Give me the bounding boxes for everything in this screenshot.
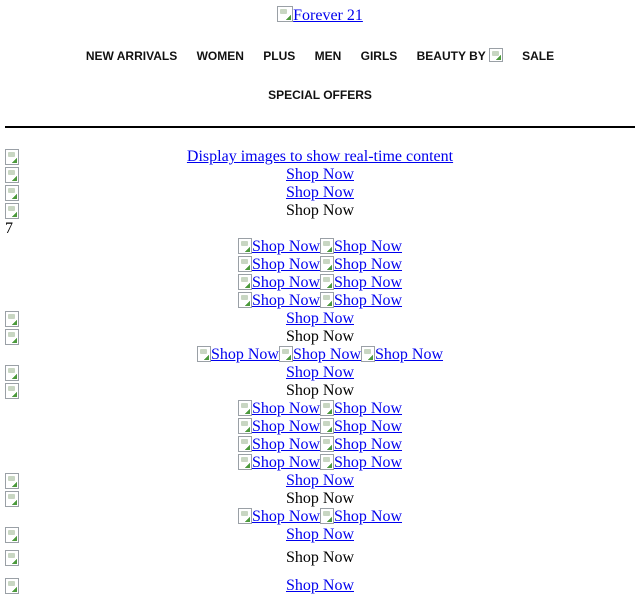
nav-item-women[interactable]: WOMEN — [196, 49, 244, 63]
promo-row — [5, 544, 635, 572]
shop-now-image-link[interactable] — [320, 292, 402, 309]
shop-now-image-link[interactable] — [238, 454, 320, 471]
broken-image-icon — [320, 238, 334, 254]
secondary-nav — [0, 88, 640, 102]
product-grid-row — [5, 418, 635, 436]
broken-image-icon — [238, 418, 252, 434]
broken-image-icon — [5, 550, 19, 566]
shop-now-alt: Shop Now — [334, 436, 403, 453]
shop-now-image-link[interactable] — [320, 274, 402, 291]
nav-item-plus[interactable]: PLUS — [263, 49, 296, 63]
shop-now-image-link[interactable] — [320, 418, 402, 435]
main-nav — [0, 48, 640, 63]
broken-image-icon — [320, 436, 334, 452]
broken-image-icon — [238, 454, 252, 470]
broken-image-icon — [5, 149, 19, 165]
broken-image-icon — [320, 274, 334, 290]
shop-now-alt: Shop Now — [334, 508, 403, 525]
shop-now-link[interactable]: Shop Now — [285, 472, 354, 489]
broken-image-icon — [279, 346, 293, 362]
shop-now-image-link[interactable] — [238, 274, 320, 291]
shop-now-alt: Shop Now — [251, 292, 320, 309]
shop-now-link[interactable]: Shop Now — [285, 577, 354, 594]
nav-item-men[interactable]: MEN — [314, 49, 342, 63]
broken-image-icon — [320, 292, 334, 308]
product-grid-row — [5, 508, 635, 526]
logo-alt-text: Forever 21 — [293, 7, 363, 24]
broken-image-icon — [197, 346, 211, 362]
shop-now-alt: Shop Now — [251, 454, 320, 471]
broken-image-icon — [238, 238, 252, 254]
shop-now-text: Shop Now — [285, 382, 354, 399]
broken-image-icon — [5, 311, 19, 327]
promo-row — [5, 184, 635, 202]
shop-now-image-link[interactable] — [320, 400, 402, 417]
shop-now-image-link[interactable] — [320, 436, 402, 453]
shop-now-alt: Shop Now — [334, 418, 403, 435]
broken-image-icon — [320, 418, 334, 434]
shop-now-link[interactable]: Shop Now — [285, 364, 354, 381]
promo-row — [5, 572, 635, 600]
promo-row — [5, 472, 635, 490]
broken-image-icon — [238, 436, 252, 452]
logo[interactable] — [0, 0, 640, 28]
promo-row — [5, 364, 635, 382]
email-content — [5, 148, 635, 600]
shop-now-alt: Shop Now — [292, 346, 361, 363]
broken-image-icon — [238, 256, 252, 272]
shop-now-text: Shop Now — [285, 328, 354, 345]
shop-now-image-link[interactable] — [238, 400, 320, 417]
shop-now-image-link[interactable] — [238, 436, 320, 453]
shop-now-text: Shop Now — [285, 549, 354, 566]
shop-now-alt: Shop Now — [334, 454, 403, 471]
broken-image-icon — [489, 48, 503, 62]
shop-now-image-link[interactable] — [238, 418, 320, 435]
nav-item-special-offers[interactable]: SPECIAL OFFERS — [268, 88, 372, 102]
broken-image-icon — [5, 203, 19, 219]
product-grid-row — [5, 274, 635, 292]
broken-image-icon — [5, 365, 19, 381]
nav-item-beauty-label: BEAUTY BY — [416, 49, 486, 63]
shop-now-text: Shop Now — [285, 202, 354, 219]
logo-link[interactable] — [277, 7, 363, 24]
shop-now-alt: Shop Now — [251, 256, 320, 273]
broken-image-icon — [238, 292, 252, 308]
shop-now-alt: Shop Now — [251, 238, 320, 255]
product-grid-row — [5, 454, 635, 472]
product-grid-row — [5, 400, 635, 418]
banner-row — [5, 148, 635, 166]
broken-image-icon — [5, 167, 19, 183]
shop-now-alt: Shop Now — [334, 292, 403, 309]
shop-now-image-link[interactable] — [238, 292, 320, 309]
shop-now-alt: Shop Now — [210, 346, 279, 363]
broken-image-icon — [5, 473, 19, 489]
shop-now-alt: Shop Now — [334, 400, 403, 417]
broken-image-icon — [320, 508, 334, 524]
count-text: 7 — [5, 220, 13, 237]
broken-image-icon — [361, 346, 375, 362]
product-grid-row — [5, 238, 635, 256]
shop-now-link[interactable]: Shop Now — [285, 166, 354, 183]
promo-row — [5, 310, 635, 328]
broken-image-icon — [238, 400, 252, 416]
broken-image-icon — [5, 329, 19, 345]
nav-item-sale[interactable]: SALE — [522, 49, 555, 63]
shop-now-image-link[interactable] — [238, 256, 320, 273]
broken-image-icon — [5, 383, 19, 399]
broken-image-icon — [320, 400, 334, 416]
shop-now-image-link[interactable] — [197, 346, 279, 363]
shop-now-alt: Shop Now — [334, 238, 403, 255]
shop-now-link[interactable]: Shop Now — [285, 526, 354, 543]
shop-now-alt: Shop Now — [251, 274, 320, 291]
shop-now-alt: Shop Now — [251, 436, 320, 453]
nav-item-beauty[interactable] — [417, 48, 503, 63]
shop-now-alt: Shop Now — [251, 400, 320, 417]
shop-now-image-link[interactable] — [238, 508, 320, 525]
shop-now-image-link[interactable] — [320, 508, 402, 525]
broken-image-icon — [277, 6, 293, 22]
broken-image-icon — [238, 274, 252, 290]
promo-row — [5, 328, 635, 346]
promo-row — [5, 490, 635, 508]
broken-image-icon — [320, 454, 334, 470]
promo-row — [5, 382, 635, 400]
shop-now-image-link[interactable] — [279, 346, 361, 363]
shop-now-alt: Shop Now — [334, 274, 403, 291]
shop-now-alt: Shop Now — [251, 508, 320, 525]
shop-now-image-link[interactable] — [320, 256, 402, 273]
shop-now-image-link[interactable] — [320, 454, 402, 471]
broken-image-icon — [5, 185, 19, 201]
nav-item-new-arrivals[interactable]: NEW ARRIVALS — [85, 49, 178, 63]
product-grid-row — [5, 436, 635, 454]
product-grid-row — [5, 346, 635, 364]
broken-image-icon — [5, 527, 19, 543]
divider — [5, 126, 635, 128]
nav-item-girls[interactable]: GIRLS — [360, 49, 398, 63]
broken-image-icon — [5, 491, 19, 507]
promo-row — [5, 202, 635, 220]
broken-image-icon — [5, 578, 19, 594]
shop-now-alt: Shop Now — [251, 418, 320, 435]
shop-now-image-link[interactable] — [320, 238, 402, 255]
shop-now-text: Shop Now — [285, 490, 354, 507]
shop-now-alt: Shop Now — [375, 346, 444, 363]
product-grid-row — [5, 256, 635, 274]
broken-image-icon — [238, 508, 252, 524]
shop-now-image-link[interactable] — [361, 346, 443, 363]
shop-now-image-link[interactable] — [238, 238, 320, 255]
shop-now-alt: Shop Now — [334, 256, 403, 273]
shop-now-link[interactable]: Shop Now — [285, 310, 354, 327]
promo-row — [5, 166, 635, 184]
display-images-link[interactable]: Display images to show real-time content — [186, 148, 454, 165]
shop-now-link[interactable]: Shop Now — [285, 184, 354, 201]
promo-row — [5, 526, 635, 544]
product-grid-row — [5, 292, 635, 310]
broken-image-icon — [320, 256, 334, 272]
